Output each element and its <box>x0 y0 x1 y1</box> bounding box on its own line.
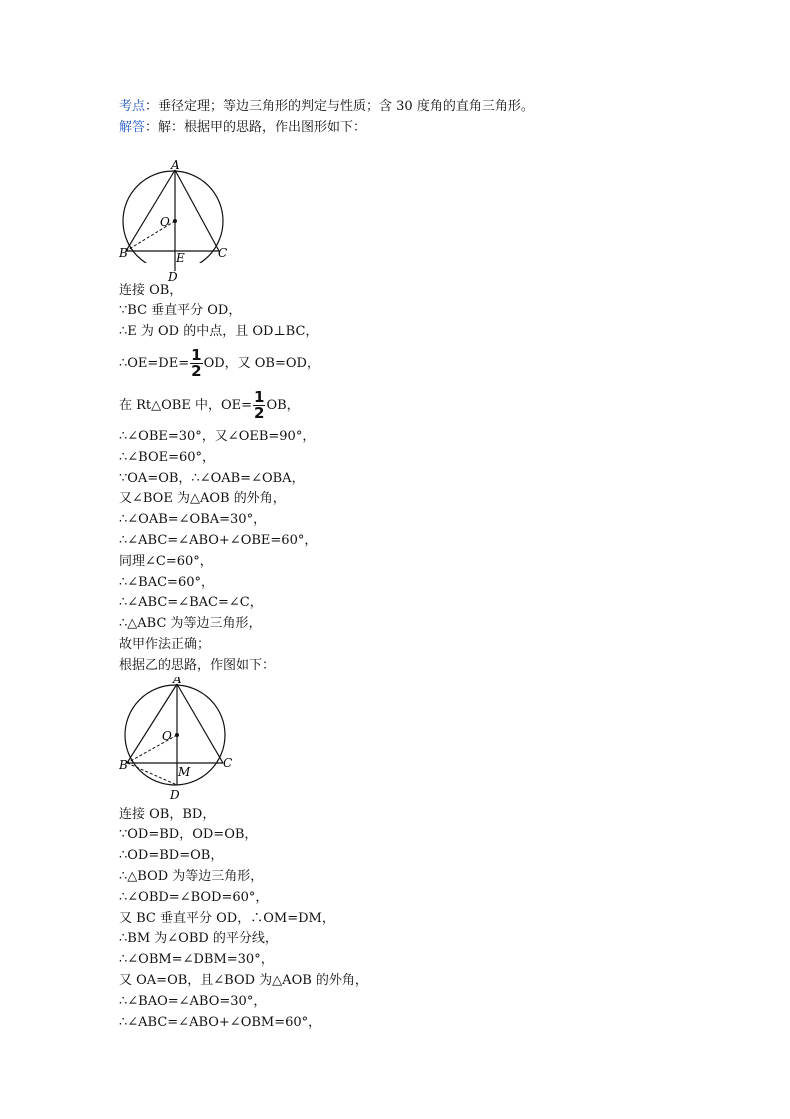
fig2-segment-AC <box>177 684 223 763</box>
solution-document <box>119 97 739 1033</box>
fig1-label-O: O <box>160 214 170 229</box>
p1-line-14: ∴∠ABC=∠BAC=∠C， <box>119 595 263 611</box>
p1-line-13: ∴∠BAC=60°， <box>119 574 214 590</box>
p1-line-3: ∴E 为 OD 的中点，且 OD⊥BC， <box>119 324 319 340</box>
fraction-one-half: $\frac{1}{2}$ <box>191 345 202 380</box>
p1-line-4-pre: ∴OE=DE= <box>119 355 190 371</box>
p1-line-7: ∴∠BOE=60°， <box>119 449 216 465</box>
kaodian-text: ：垂径定理；等边三角形的判定与性质；含 30 度角的直角三角形。 <box>145 99 534 114</box>
fig1-circle <box>123 171 223 263</box>
fig1-label-B: B <box>119 245 128 260</box>
p1-line-17: 根据乙的思路，作图如下： <box>119 657 276 673</box>
kaodian-label: 考点 <box>119 99 146 114</box>
kaodian-line <box>119 97 739 118</box>
p2-line-7: ∴BM 为∠OBD 的平分线， <box>119 931 278 947</box>
p1-line-10: ∴∠OAB=∠OBA=30°， <box>119 512 267 528</box>
p2-line-9: 又 OA=OB，且∠BOD 为△AOB 的外角， <box>119 972 368 988</box>
fig2-label-B: B <box>119 757 128 772</box>
jieda-label: 解答 <box>119 119 146 135</box>
jieda-text: ：解：根据甲的思路，作出图形如下： <box>145 119 367 135</box>
fraction-one-half: $\frac{1}{2}$ <box>254 387 265 422</box>
figure-2-circle-diagram <box>119 677 239 805</box>
p1-line-5-post: OB， <box>266 397 300 413</box>
p2-line-5: ∴∠OBD=∠BOD=60°， <box>119 889 269 905</box>
p2-line-1: 连接 OB，BD， <box>119 806 216 822</box>
jieda-line <box>119 118 739 139</box>
fig1-label-E: E <box>176 250 185 263</box>
p2-line-6: 又 BC 垂直平分 OD，∴OM=DM， <box>119 910 335 926</box>
fig1-segment-AC <box>175 170 219 251</box>
p1-line-16: 故甲作法正确； <box>119 636 211 652</box>
p2-line-2: ∵OD=BD，OD=OB， <box>119 827 258 843</box>
p1-line-12: 同理∠C=60°， <box>119 553 213 569</box>
p2-line-10: ∴∠BAO=∠ABO=30°， <box>119 993 267 1009</box>
p1-line-4 <box>119 343 739 385</box>
fig2-segment-AB <box>127 684 177 763</box>
p1-line-4-post: OD，又 OB=OD， <box>203 355 320 371</box>
p1-line-5 <box>119 385 739 427</box>
fig1-label-A: A <box>171 157 180 172</box>
figure-1-circle-diagram <box>119 139 239 281</box>
fig1-segment-AB <box>126 170 175 251</box>
fig2-label-O: O <box>162 728 172 743</box>
fig1-label-D: D <box>168 269 178 281</box>
p1-line-1: 连接 OB， <box>119 282 183 298</box>
p2-line-8: ∴∠OBM=∠DBM=30°， <box>119 952 274 968</box>
fig2-label-D: D <box>170 787 180 802</box>
p1-line-9: 又∠BOE 为△AOB 的外角， <box>119 491 286 507</box>
fig2-label-M: M <box>178 764 191 779</box>
fig1-label-C: C <box>218 245 228 260</box>
p1-line-2: ∵BC 垂直平分 OD， <box>119 303 242 319</box>
fig2-label-A: A <box>173 676 182 686</box>
fig2-segment-BD-dashed <box>127 763 177 785</box>
fig2-label-C: C <box>223 755 233 770</box>
p1-line-11: ∴∠ABC=∠ABO+∠OBE=60°， <box>119 532 318 548</box>
p1-line-8: ∵OA=OB，∴∠OAB=∠OBA， <box>119 470 305 486</box>
p2-line-11: ∴∠ABC=∠ABO+∠OBM=60°， <box>119 1014 322 1030</box>
p1-line-6: ∴∠OBE=30°，又∠OEB=90°， <box>119 428 316 444</box>
fig1-point-O <box>173 219 177 223</box>
p2-line-3: ∴OD=BD=OB， <box>119 848 224 864</box>
p1-line-15: ∴△ABC 为等边三角形， <box>119 616 262 632</box>
p1-line-5-pre: 在 Rt△OBE 中，OE= <box>119 397 253 413</box>
p2-line-4: ∴△BOD 为等边三角形， <box>119 868 264 884</box>
fig2-point-O <box>175 733 179 737</box>
